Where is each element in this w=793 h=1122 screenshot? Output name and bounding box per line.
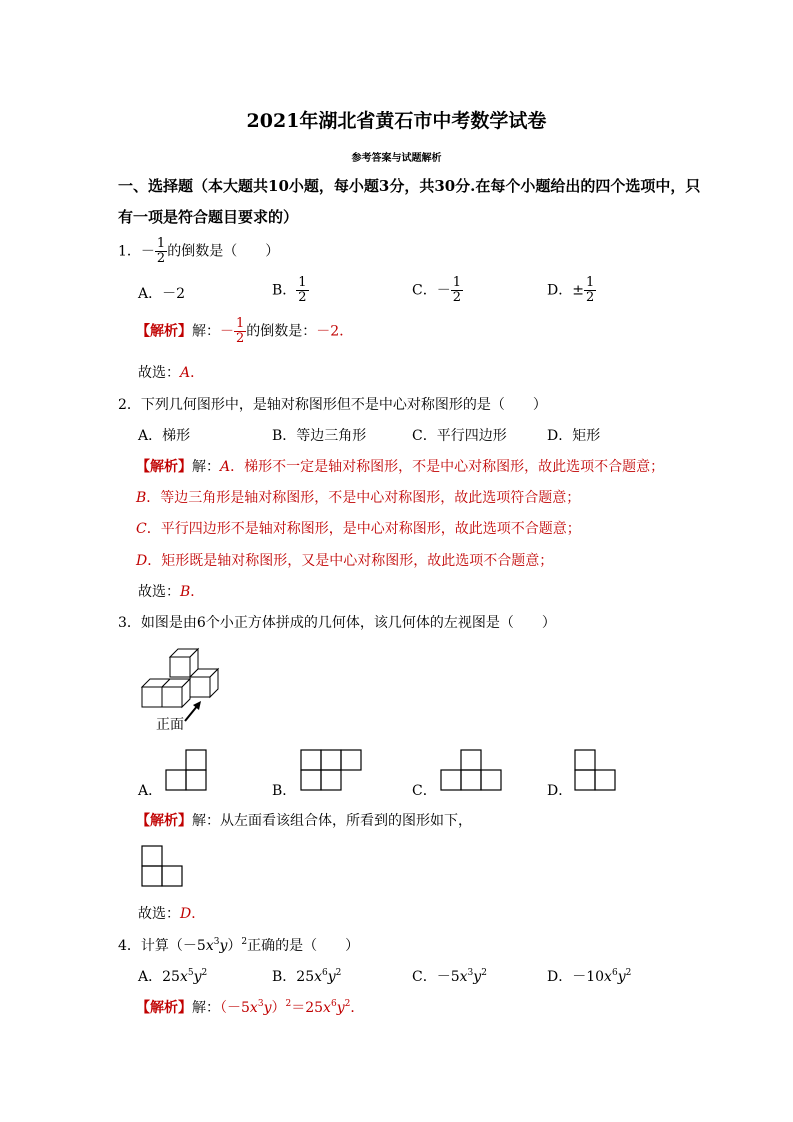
q3-expl-text: 从左面看该组合体，所看到的图形如下， — [220, 813, 472, 829]
q1-minus: － — [140, 243, 155, 260]
q1-expl-value: －2． — [316, 323, 354, 340]
expl-letter: B — [136, 490, 147, 506]
q3-analysis-figure — [141, 845, 185, 889]
q3-answer-letter: D — [180, 906, 192, 922]
q1-frac-num: 1 — [156, 236, 166, 251]
q4-option-b-label: B．25 — [272, 969, 315, 985]
q3-option-a-figure — [165, 749, 209, 793]
q2-stem — [118, 394, 547, 414]
q1-option-d — [547, 276, 596, 305]
q1-option-c-label: C．－ — [412, 282, 451, 299]
q2-option-c: C．平行四边形 — [412, 428, 507, 444]
q1-option-c-fraction — [451, 276, 463, 305]
q2-expl-c-text: ．平行四边形不是轴对称图形，是中心对称图形，故此选项不合题意； — [146, 521, 581, 537]
q3-stem — [118, 612, 556, 632]
q2-expl-d-text: ．矩形既是轴对称图形，又是中心对称图形，故此选项不合题意； — [147, 553, 554, 569]
q3-option-b-figure — [300, 749, 364, 793]
q1-expl-minus: － — [220, 323, 234, 340]
q4-option-d: D．$-10x^6y^2$ — [547, 968, 632, 985]
q4-analysis: 【解析】解：$(-5x^3y)^2=25x^6y^2$． — [136, 999, 365, 1016]
front-direction-arrow-icon — [182, 700, 204, 724]
q4-option-d-label: D．－10 — [547, 969, 605, 985]
answer-dot: ． — [190, 584, 205, 600]
q1-expl-mid: 的倒数是： — [246, 323, 317, 340]
answer-dot: ． — [191, 906, 206, 922]
section-heading-line1: 一、选择题（本大题共10小题，每小题3分，共30分.在每个小题给出的四个选项中，只 — [118, 177, 701, 195]
q1-option-c — [412, 276, 463, 305]
q4-option-c-label: C．－5 — [412, 969, 460, 985]
q3-option-a: A． — [138, 783, 163, 799]
q3-option-b: B． — [272, 783, 297, 799]
q2-option-b: B．等边三角形 — [272, 428, 367, 444]
q1-answer — [138, 362, 204, 382]
answer-dot: ． — [190, 365, 205, 381]
q1-answer-letter: A — [180, 365, 191, 381]
frac-den: 2 — [452, 290, 461, 305]
front-label: 正面 — [156, 717, 184, 733]
page-subtitle: 参考答案与试题解析 — [351, 153, 442, 164]
q1-option-a: A．－2 — [138, 286, 186, 302]
expl-letter: D — [136, 553, 148, 569]
q1-stem-text: 的倒数是（ ） — [167, 243, 280, 260]
q1-frac-den: 2 — [156, 251, 166, 266]
q4-option-a-label: A．25 — [138, 969, 180, 985]
q1-option-b-fraction — [296, 276, 308, 305]
q2-analysis-c — [136, 518, 581, 538]
q2-option-d: D．矩形 — [547, 428, 601, 444]
answer-label: 故选： — [138, 584, 180, 600]
q3-analysis — [136, 810, 472, 830]
q2-expl-b-text: ．等边三角形是轴对称图形，不是中心对称图形，故此选项符合题意； — [146, 490, 581, 506]
frac-num: 1 — [298, 275, 307, 290]
q2-stem-text: 下列几何图形中，是轴对称图形但不是中心对称图形的是（ ） — [140, 397, 547, 413]
analysis-label: 【解析】 — [136, 459, 192, 475]
q4-number: 4． — [118, 938, 141, 954]
q2-answer-letter: B — [180, 584, 191, 600]
q4-stem-post: 正确的是（ ） — [247, 938, 360, 954]
q4-expl-eq: ＝25 — [291, 1000, 324, 1016]
q1-option-b-label: B． — [272, 282, 297, 299]
frac-den: 2 — [298, 290, 307, 305]
frac-num: 1 — [585, 275, 595, 290]
q1-fraction — [155, 237, 167, 266]
q3-number: 3． — [118, 615, 141, 631]
q1-expl-fraction — [234, 317, 246, 346]
q3-stem-text: 如图是由6个小正方体拼成的几何体，该几何体的左视图是（ ） — [140, 615, 556, 631]
answer-label: 故选： — [138, 906, 180, 922]
q3-option-c: C． — [412, 783, 437, 799]
q1-stem — [118, 237, 279, 266]
q2-analysis-d — [136, 550, 553, 570]
q1-option-d-label: D．± — [547, 282, 584, 299]
expl-letter: A — [220, 459, 231, 475]
q4-option-a: A．$25x^5y^2$ — [138, 968, 208, 985]
analysis-label: 【解析】 — [136, 813, 192, 829]
section-heading-line2: 有一项是符合题目要求的） — [118, 208, 299, 226]
q2-expl-a-text: ．梯形不一定是轴对称图形，不是中心对称图形，故此选项不合题意； — [230, 459, 665, 475]
analysis-label: 【解析】 — [136, 323, 192, 340]
q1-analysis — [136, 317, 353, 346]
q4-expl-pre: （－5 — [220, 1000, 250, 1016]
expl-letter: C — [136, 521, 147, 537]
jie-label: 解： — [192, 1000, 220, 1016]
q2-analysis-b — [136, 487, 580, 507]
q4-stem: 4．计算$(-5x^3y)^2$正确的是（ ） — [118, 937, 360, 954]
q3-answer — [138, 903, 205, 923]
analysis-label: 【解析】 — [136, 1000, 192, 1016]
q3-option-d: D． — [547, 783, 573, 799]
q2-answer — [138, 581, 204, 601]
page-title: 2021年湖北省黄石市中考数学试卷 — [246, 110, 547, 132]
jie-label: 解： — [192, 813, 220, 829]
q4-option-b: B．$25x^6y^2$ — [272, 968, 342, 985]
q4-stem-pre: 计算（－5 — [140, 938, 206, 954]
frac-den: 2 — [585, 290, 595, 305]
q2-option-a: A．梯形 — [138, 428, 191, 444]
q2-number: 2． — [118, 397, 141, 413]
frac-num: 1 — [236, 316, 245, 331]
answer-label: 故选： — [138, 365, 180, 381]
q4-option-c: C．$-5x^3y^2$ — [412, 968, 487, 985]
q3-option-d-figure — [574, 749, 618, 793]
frac-den: 2 — [236, 331, 245, 346]
q2-analysis-a — [136, 456, 664, 476]
q1-option-d-fraction — [584, 276, 596, 305]
jie-label: 解： — [192, 459, 220, 475]
jie-label: 解： — [192, 323, 220, 340]
q1-option-b — [272, 276, 309, 305]
frac-num: 1 — [452, 275, 461, 290]
q3-option-c-figure — [440, 749, 504, 793]
q1-number: 1． — [118, 243, 141, 260]
